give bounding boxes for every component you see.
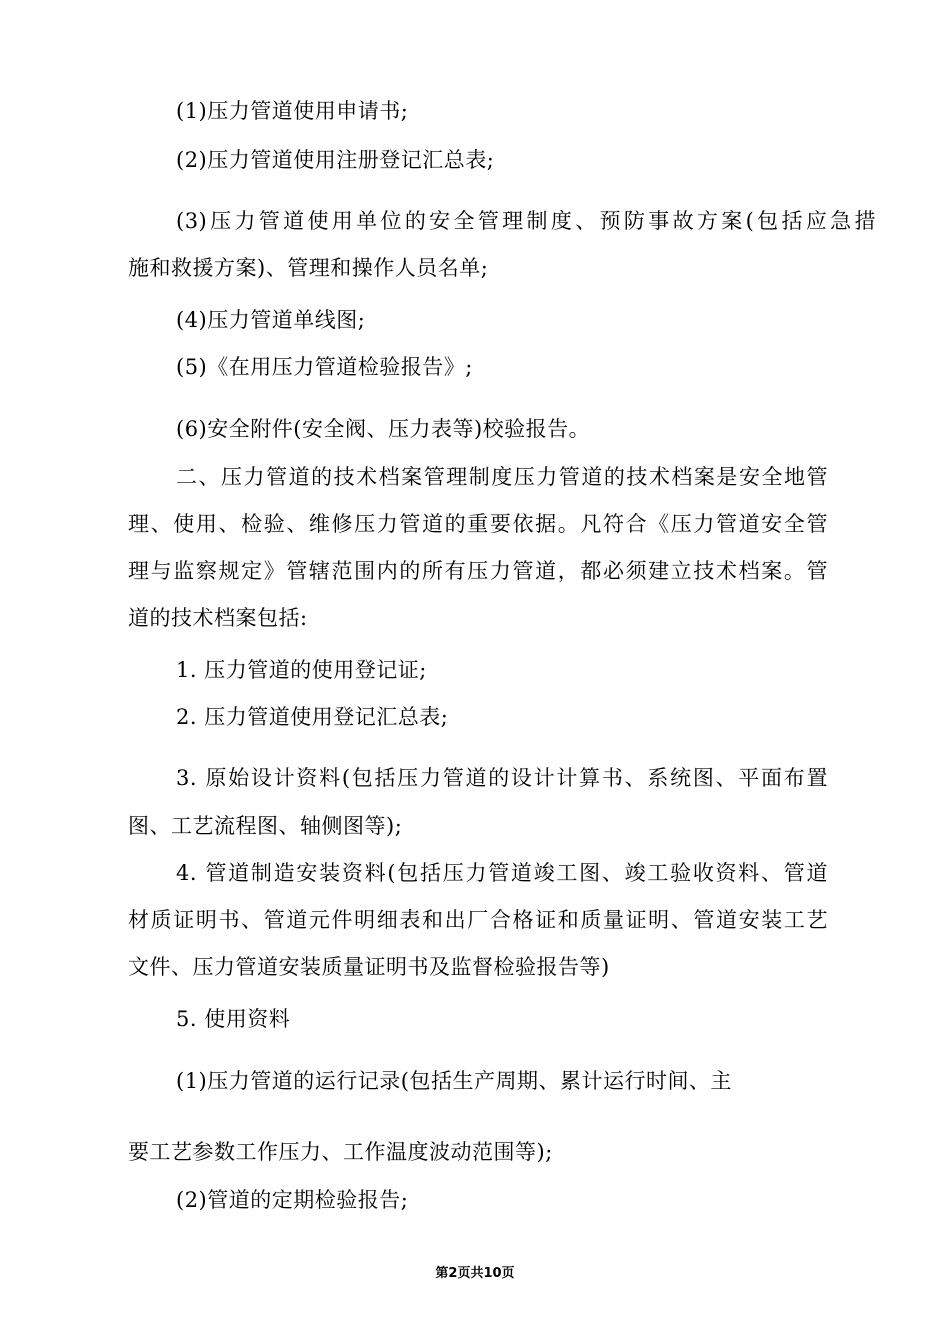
text-line: 道的技术档案包括: [128,606,308,630]
text-line: 1. 压力管道的使用登记证; [176,658,427,682]
text-line: (6)安全附件(安全阀、压力表等)校验报告。 [176,417,591,441]
page-number: 第2页共10页 [435,1266,515,1281]
text-line: 3. 原始设计资料(包括压力管道的设计计算书、系统图、平面布置 [176,766,828,790]
text-line: 二、压力管道的技术档案管理制度压力管道的技术档案是安全地管 [176,465,828,489]
text-line: 理、使用、检验、维修压力管道的重要依据。凡符合《压力管道安全管 [128,512,828,536]
text-line: 文件、压力管道安装质量证明书及监督检验报告等) [128,955,610,979]
text-line: (2)压力管道使用注册登记汇总表; [176,148,495,172]
text-line: 施和救援方案)、管理和操作人员名单; [128,256,489,280]
text-line: 理与监察规定》管辖范围内的所有压力管道，都必须建立技术档案。管 [128,559,828,583]
text-line: 图、工艺流程图、轴侧图等); [128,814,403,838]
text-line: (5)《在用压力管道检验报告》; [176,355,473,379]
text-line: (2)管道的定期检验报告; [176,1188,409,1212]
text-line: 5. 使用资料 [176,1007,291,1031]
text-line: 4. 管道制造安装资料(包括压力管道竣工图、竣工验收资料、管道 [176,861,828,885]
text-line: (3)压力管道使用单位的安全管理制度、预防事故方案(包括应急措 [176,209,876,233]
text-line: (4)压力管道单线图; [176,308,366,332]
text-line: 要工艺参数工作压力、工作温度波动范围等); [128,1140,553,1164]
text-line: 材质证明书、管道元件明细表和出厂合格证和质量证明、管道安装工艺 [128,908,828,932]
text-line: 2. 压力管道使用登记汇总表; [176,705,449,729]
text-line: (1)压力管道的运行记录(包括生产周期、累计运行时间、主 [176,1069,732,1093]
text-line: (1)压力管道使用申请书; [176,99,409,123]
